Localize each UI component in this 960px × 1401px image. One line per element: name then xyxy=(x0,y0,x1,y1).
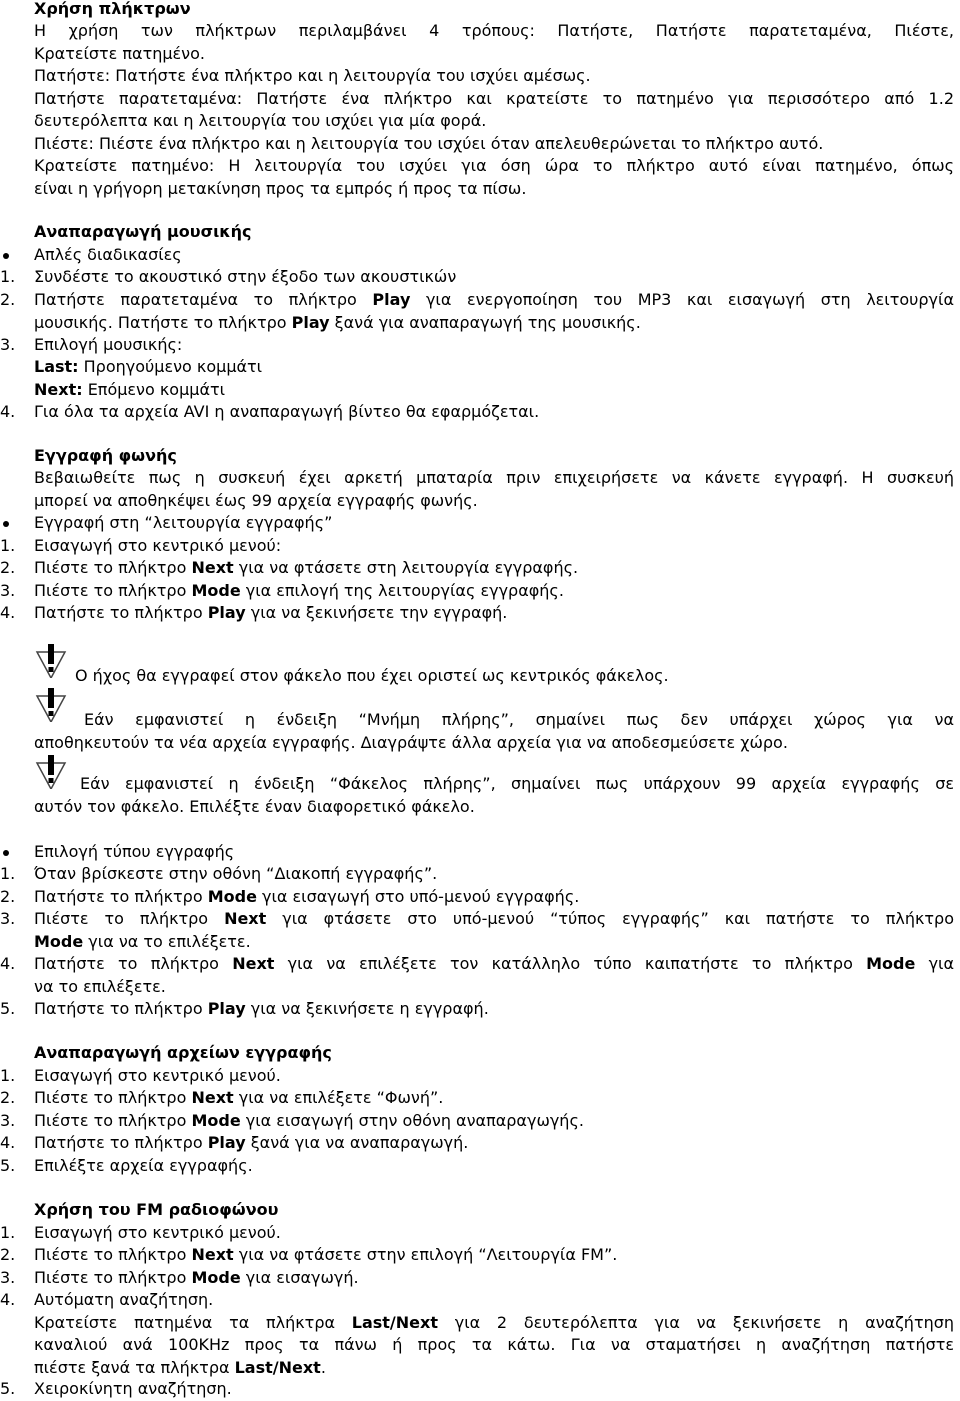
list-text: Εισαγωγή στο κεντρικό μενού. xyxy=(34,1066,281,1085)
list-text: Όταν βρίσκεστε στην οθόνη “Διακοπή εγγραφής”. xyxy=(34,864,438,883)
warning-icon xyxy=(34,688,68,722)
list-item xyxy=(0,1132,954,1155)
text-run: ξανά για αναπαραγωγή της μουσικής. xyxy=(329,313,641,332)
warning-icon xyxy=(34,755,68,789)
list-continuation xyxy=(34,931,954,954)
list-item xyxy=(34,244,954,267)
warning-icon xyxy=(34,644,68,678)
key-name: Play xyxy=(207,999,246,1018)
text-run: Πιέστε το πλήκτρο xyxy=(34,1088,192,1107)
text-run: για να ξεκινήσετε την εγγραφή. xyxy=(245,603,508,622)
list-item xyxy=(0,1267,954,1290)
list-item xyxy=(0,863,954,886)
text-run: Προηγούμενο κομμάτι xyxy=(78,357,263,376)
list-number: 3. xyxy=(0,1268,16,1287)
text-run: για να επιλέξετε “Φωνή”. xyxy=(233,1088,444,1107)
list-item xyxy=(0,908,954,931)
list-number: 5. xyxy=(0,1156,16,1175)
text-run: για να φτάσετε στην επιλογή “Λειτουργία FM”. xyxy=(233,1245,618,1264)
list-continuation xyxy=(34,379,954,402)
text-run: για επιλογή της λειτουργίας εγγραφής. xyxy=(240,581,564,600)
list-item xyxy=(0,886,954,909)
text-run: Επόμενο κομμάτι xyxy=(82,380,226,399)
list-item xyxy=(0,1289,954,1312)
note-text: αποθηκευτούν τα νέα αρχεία εγγραφής. Διαγράψτε άλλα αρχεία για να αποδεσμεύσετε χώρο. xyxy=(34,733,788,752)
list-number: 5. xyxy=(0,999,16,1018)
text-run: για φτάσετε στο υπό-μενού “τύπος εγγραφής” και πατήστε το πλήκτρο xyxy=(266,909,954,928)
bullet-text: Απλές διαδικασίες xyxy=(34,245,182,264)
paragraph-line: Η χρήση των πλήκτρων περιλαμβάνει 4 τρόπους: Πατήστε, Πατήστε παρατεταμένα, Πιέστε, xyxy=(34,21,954,40)
list-text: Για όλα τα αρχεία AVI η αναπαραγωγή βίντεο θα εφαρμόζεται. xyxy=(34,402,540,421)
list-item xyxy=(0,266,954,289)
key-name: Mode xyxy=(866,954,916,973)
list-number: 5. xyxy=(0,1379,16,1398)
key-name: Next xyxy=(232,954,275,973)
text-run: για να το επιλέξετε. xyxy=(83,932,251,951)
note-text: Εάν εμφανιστεί η ένδειξη “Φάκελος πλήρης”, σημαίνει πως υπάρχουν 99 αρχεία εγγραφής σε xyxy=(80,774,954,793)
text-run: Πατήστε παρατεταμένα το πλήκτρο xyxy=(34,290,373,309)
list-number: 2. xyxy=(0,887,16,906)
text-run: Πιέστε το πλήκτρο xyxy=(34,1268,192,1287)
paragraph-line: Κρατείστε πατημένο: Η λειτουργία του ισχύει για όση ώρα το πλήκτρο αυτό είναι πατημένο, όπως xyxy=(34,156,954,175)
paragraph-line: Βεβαιωθείτε πως η συσκευή έχει αρκετή μπαταρία πριν επιχειρήσετε να κάνετε εγγραφή. Η συσκευή xyxy=(34,468,954,487)
list-number: 3. xyxy=(0,581,16,600)
list-item xyxy=(0,1087,954,1110)
key-name: Last/Next xyxy=(351,1313,438,1332)
paragraph-line: δευτερόλεπτα και η λειτουργία του ισχύει για μία φορά. xyxy=(34,111,487,130)
key-name: Next xyxy=(191,1088,234,1107)
key-name: Next xyxy=(224,909,267,928)
list-number: 4. xyxy=(0,1290,16,1309)
text-run: Πατήστε το πλήκτρο xyxy=(34,954,233,973)
list-number: 4. xyxy=(0,402,16,421)
paragraph-line: Πιέστε: Πιέστε ένα πλήκτρο και η λειτουργία του ισχύει όταν απελευθερώνεται το πλήκτρο αυτό. xyxy=(34,134,824,153)
list-item xyxy=(0,1378,954,1401)
list-number: 2. xyxy=(0,1088,16,1107)
list-number: 3. xyxy=(0,335,16,354)
key-name: Play xyxy=(291,313,330,332)
list-number: 2. xyxy=(0,290,16,309)
list-item xyxy=(0,1155,954,1178)
text-run: πιέστε ξανά τα πλήκτρα xyxy=(34,1358,235,1377)
text-run: για να ξεκινήσετε η εγγραφή. xyxy=(245,999,489,1018)
section-title-fm-radio: Χρήση του FM ραδιοφώνου xyxy=(34,1200,279,1219)
text-run: για να επιλέξετε τον κατάλληλο τύπο καιπατήστε το πλήκτρο xyxy=(274,954,867,973)
text-run: για xyxy=(915,954,955,973)
list-item xyxy=(0,1222,954,1245)
list-number: 1. xyxy=(0,864,16,883)
list-text: Επιλογή μουσικής: xyxy=(34,335,183,354)
list-number: 4. xyxy=(0,1133,16,1152)
list-text: Εισαγωγή στο κεντρικό μενού: xyxy=(34,536,282,555)
list-item xyxy=(0,1110,954,1133)
key-name: Mode xyxy=(191,1268,241,1287)
text-run: Πατήστε το πλήκτρο xyxy=(34,999,208,1018)
list-item xyxy=(0,535,954,558)
key-name: Mode xyxy=(191,1111,241,1130)
list-number: 3. xyxy=(0,909,16,928)
list-item xyxy=(0,580,954,603)
key-name: Next: xyxy=(34,380,83,399)
text-run: Πατήστε το πλήκτρο xyxy=(34,1133,208,1152)
list-number: 1. xyxy=(0,536,16,555)
text-run: για ενεργοποίηση του MP3 και εισαγωγή στη λειτουργία xyxy=(410,290,954,309)
key-name: Last/Next xyxy=(234,1358,321,1377)
list-item xyxy=(0,557,954,580)
paragraph-line: μπορεί να αποθηκέψει έως 99 αρχεία εγγραφής φωνής. xyxy=(34,491,478,510)
list-text: Χειροκίνητη αναζήτηση. xyxy=(34,1379,232,1398)
list-number: 1. xyxy=(0,1066,16,1085)
list-item xyxy=(0,998,954,1021)
text-run: για εισαγωγή. xyxy=(240,1268,359,1287)
text-run: Πιέστε το πλήκτρο xyxy=(34,581,192,600)
text-run: για να φτάσετε στη λειτουργία εγγραφής. xyxy=(233,558,579,577)
list-continuation xyxy=(34,312,954,335)
key-name: Last: xyxy=(34,357,79,376)
list-number: 4. xyxy=(0,603,16,622)
text-run: Πιέστε το πλήκτρο xyxy=(34,558,192,577)
note-text: Ο ήχος θα εγγραφεί στον φάκελο που έχει οριστεί ως κεντρικός φάκελος. xyxy=(75,666,669,685)
list-continuation xyxy=(34,1312,954,1335)
key-name: Mode xyxy=(207,887,257,906)
list-item xyxy=(0,1244,954,1267)
text-run: Πιέστε το πλήκτρο xyxy=(34,909,225,928)
list-item xyxy=(0,334,954,357)
key-name: Next xyxy=(191,558,234,577)
section-title-recording-playback: Αναπαραγωγή αρχείων εγγραφής xyxy=(34,1043,332,1062)
text-run: για 2 δευτερόλεπτα για να ξεκινήσετε η αναζήτηση xyxy=(437,1313,954,1332)
text-run: μουσικής. Πατήστε το πλήκτρο xyxy=(34,313,292,332)
list-number: 3. xyxy=(0,1111,16,1130)
list-item xyxy=(0,289,954,312)
bullet-text: Επιλογή τύπου εγγραφής xyxy=(34,842,235,861)
key-name: Mode xyxy=(191,581,241,600)
list-number: 2. xyxy=(0,1245,16,1264)
list-item xyxy=(0,602,954,625)
key-name: Next xyxy=(191,1245,234,1264)
text-run: Πιέστε το πλήκτρο xyxy=(34,1245,192,1264)
key-name: Play xyxy=(207,603,246,622)
list-continuation xyxy=(34,356,954,379)
list-number: 1. xyxy=(0,267,16,286)
key-name: Play xyxy=(207,1133,246,1152)
list-text: Επιλέξτε αρχεία εγγραφής. xyxy=(34,1156,253,1175)
key-name: Play xyxy=(372,290,411,309)
paragraph-line: Πατήστε: Πατήστε ένα πλήκτρο και η λειτουργία του ισχύει αμέσως. xyxy=(34,66,591,85)
note-text: Εάν εμφανιστεί η ένδειξη “Μνήμη πλήρης”, σημαίνει πως δεν υπάρχει χώρος για να xyxy=(84,710,954,729)
list-continuation xyxy=(34,1357,954,1380)
bullet-text: Εγγραφή στη “λειτουργία εγγραφής” xyxy=(34,513,333,532)
text-run: Πιέστε το πλήκτρο xyxy=(34,1111,192,1130)
text-run: Πατήστε το πλήκτρο xyxy=(34,603,208,622)
list-text: Αυτόματη αναζήτηση. xyxy=(34,1290,214,1309)
list-text: Εισαγωγή στο κεντρικό μενού. xyxy=(34,1223,281,1242)
text-run: για εισαγωγή στο υπό-μενού εγγραφής. xyxy=(256,887,580,906)
list-number: 1. xyxy=(0,1223,16,1242)
list-continuation: να το επιλέξετε. xyxy=(34,977,166,996)
text-run: Κρατείστε πατημένα τα πλήκτρα xyxy=(34,1313,352,1332)
paragraph-line: Κρατείστε πατημένο. xyxy=(34,44,205,63)
section-title-music-playback: Αναπαραγωγή μουσικής xyxy=(34,222,252,241)
list-item xyxy=(34,512,954,535)
list-item xyxy=(0,1065,954,1088)
list-number: 2. xyxy=(0,558,16,577)
section-title-voice-recording: Εγγραφή φωνής xyxy=(34,446,177,465)
list-text: Συνδέστε το ακουστικό στην έξοδο των ακουστικών xyxy=(34,267,457,286)
text-run: . xyxy=(320,1358,326,1377)
text-run: για εισαγωγή στην οθόνη αναπαραγωγής. xyxy=(240,1111,584,1130)
list-number: 4. xyxy=(0,954,16,973)
list-item xyxy=(34,841,954,864)
paragraph-line: Πατήστε παρατεταμένα: Πατήστε ένα πλήκτρο και κρατείστε το πατημένο για περισσότερο από 1.2 xyxy=(34,89,954,108)
list-item xyxy=(0,953,955,976)
section-title-key-usage: Χρήση πλήκτρων xyxy=(34,0,191,18)
list-item xyxy=(0,401,954,424)
text-run: Πατήστε το πλήκτρο xyxy=(34,887,208,906)
note-text: αυτόν τον φάκελο. Επιλέξτε έναν διαφορετικό φάκελο. xyxy=(34,797,475,816)
text-run: ξανά για να αναπαραγωγή. xyxy=(245,1133,469,1152)
list-continuation: καναλιού ανά 100KHz προς τα πάνω ή προς τα κάτω. Για να σταματήσει η αναζήτηση πατήστε xyxy=(34,1335,954,1354)
key-name: Mode xyxy=(34,932,84,951)
paragraph-line: είναι η γρήγορη μετακίνηση προς τα εμπρός ή προς τα πίσω. xyxy=(34,179,527,198)
